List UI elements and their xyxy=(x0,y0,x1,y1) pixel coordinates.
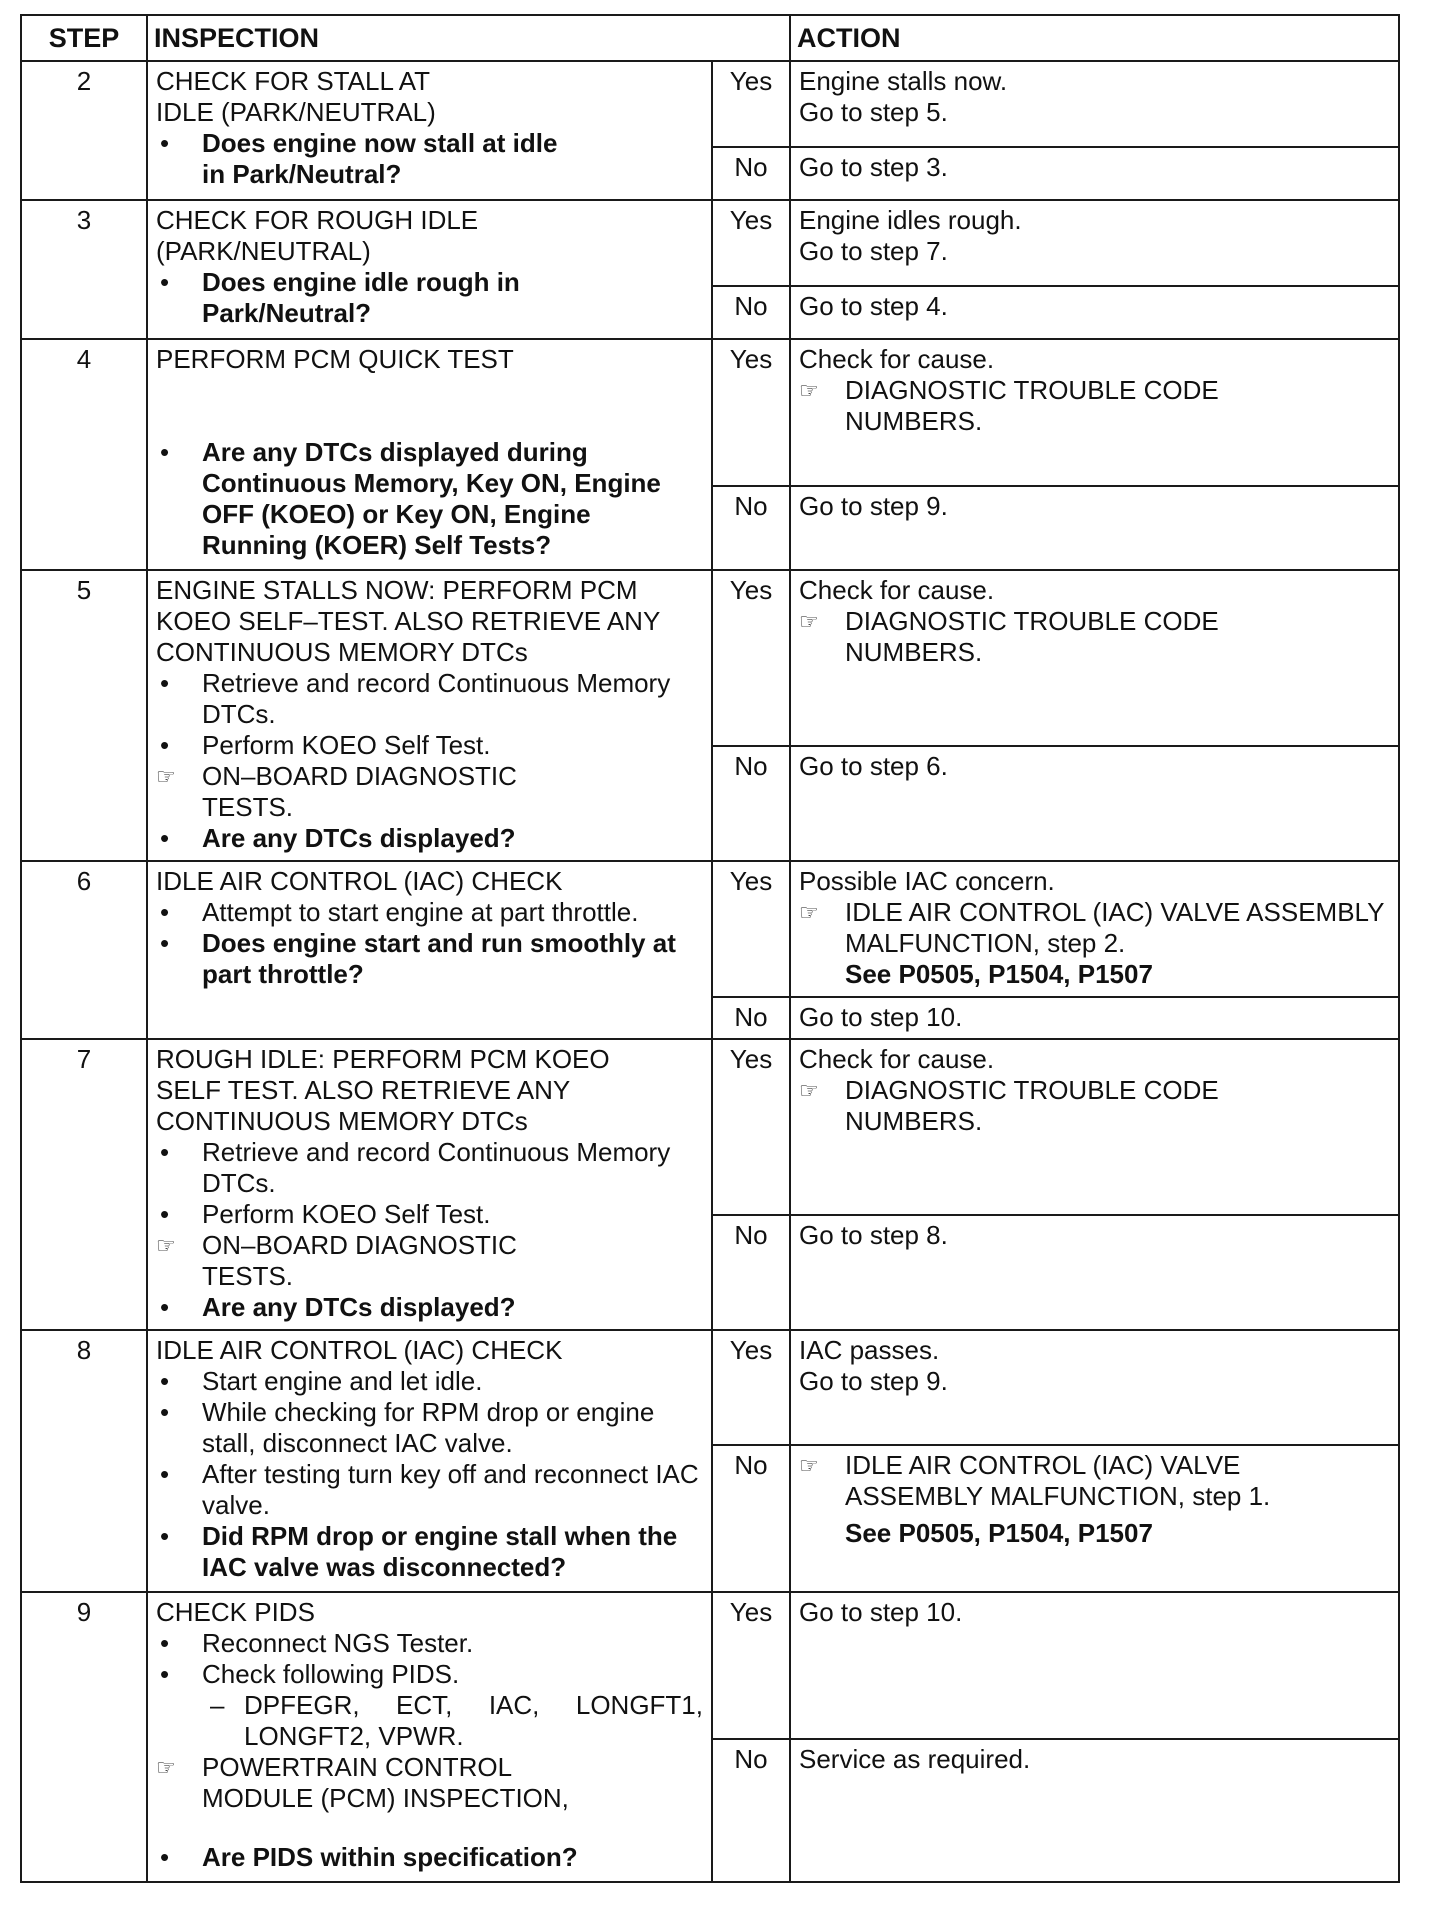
yes-label: Yes xyxy=(712,61,790,147)
yes-label: Yes xyxy=(712,1592,790,1739)
inspection-bullet: • After testing turn key off and reconnect IAC valve. xyxy=(156,1459,703,1521)
code-reference: See P0505, P1504, P1507 xyxy=(845,959,1153,989)
inspection-question: • Did RPM drop or engine stall when the IAC valve was disconnected? xyxy=(156,1521,703,1583)
inspection-question: • Are any DTCs displayed? xyxy=(156,823,703,854)
inspection-bullet: • Retrieve and record Continuous Memory DTCs. xyxy=(156,1137,703,1199)
inspection-question: • Are any DTCs displayed during Continuous Memory, Key ON, Engine OFF (KOEO) or Key ON, Engine Running (KOER) Self Tests? xyxy=(156,437,703,561)
no-label: No xyxy=(712,286,790,339)
pid-list: LONGFT2, VPWR. xyxy=(244,1721,464,1751)
no-label: No xyxy=(712,746,790,861)
no-action: Go to step 10. xyxy=(790,997,1399,1039)
inspection-question: • Are any DTCs displayed? xyxy=(156,1292,703,1323)
bullet-icon: • xyxy=(160,1842,170,1872)
inspection-title: ENGINE STALLS NOW: PERFORM PCM KOEO SELF–TEST. ALSO RETRIEVE ANY CONTINUOUS MEMORY DTCs xyxy=(156,575,660,667)
bullet-icon: • xyxy=(160,1521,170,1551)
inspection-title: ROUGH IDLE: PERFORM PCM KOEO SELF TEST. ALSO RETRIEVE ANY CONTINUOUS MEMORY DTCs xyxy=(156,1044,610,1136)
inspection-cell xyxy=(147,570,712,861)
code-reference: See P0505, P1504, P1507 xyxy=(845,1518,1153,1548)
no-action: Go to step 6. xyxy=(790,746,1399,861)
yes-action: Go to step 10. xyxy=(790,1592,1399,1739)
step-row-8 xyxy=(21,1330,1399,1445)
no-label: No xyxy=(712,997,790,1039)
yes-label: Yes xyxy=(712,1330,790,1445)
bullet-icon: • xyxy=(160,1628,170,1658)
bullet-icon: • xyxy=(160,730,170,760)
inspection-cell xyxy=(147,1039,712,1330)
step-number: 8 xyxy=(21,1330,147,1592)
inspection-cell xyxy=(147,861,712,1039)
inspection-bullet: • Check following PIDS. xyxy=(156,1659,703,1690)
no-action: ☞ IDLE AIR CONTROL (IAC) VALVE ASSEMBLY MALFUNCTION, step 1. See P0505, P1504, P1507 xyxy=(790,1445,1399,1592)
step-number: 5 xyxy=(21,570,147,861)
step-row-5 xyxy=(21,570,1399,746)
inspection-reference: ☞ ON–BOARD DIAGNOSTIC TESTS. xyxy=(156,761,517,822)
yes-action: Engine idles rough. Go to step 7. xyxy=(790,200,1399,286)
inspection-cell xyxy=(147,200,712,339)
pointing-hand-icon: ☞ xyxy=(156,1755,176,1780)
inspection-bullet: • Start engine and let idle. xyxy=(156,1366,703,1397)
yes-label: Yes xyxy=(712,200,790,286)
inspection-title: IDLE AIR CONTROL (IAC) CHECK xyxy=(156,1335,563,1365)
inspection-cell xyxy=(147,61,712,200)
inspection-cell xyxy=(147,339,712,570)
inspection-bullet: • Perform KOEO Self Test. xyxy=(156,1199,703,1230)
pointing-hand-icon: ☞ xyxy=(799,900,819,925)
bullet-icon: • xyxy=(160,437,170,467)
diagnostic-table xyxy=(20,14,1400,1883)
yes-action: Check for cause. ☞ DIAGNOSTIC TROUBLE CODE NUMBERS. xyxy=(790,1039,1399,1215)
dash-icon: – xyxy=(210,1690,225,1720)
inspection-title: CHECK FOR ROUGH IDLE (PARK/NEUTRAL) xyxy=(156,205,479,266)
inspection-bullet: • While checking for RPM drop or engine stall, disconnect IAC valve. xyxy=(156,1397,703,1459)
step-row-6 xyxy=(21,861,1399,997)
yes-action: IAC passes. Go to step 9. xyxy=(790,1330,1399,1445)
pointing-hand-icon: ☞ xyxy=(799,1078,819,1103)
yes-action: Check for cause. ☞ DIAGNOSTIC TROUBLE CODE NUMBERS. xyxy=(790,570,1399,746)
bullet-icon: • xyxy=(160,1199,170,1229)
pointing-hand-icon: ☞ xyxy=(156,764,176,789)
step-number: 6 xyxy=(21,861,147,1039)
header-row xyxy=(21,15,1399,61)
bullet-icon: • xyxy=(160,267,170,297)
pointing-hand-icon: ☞ xyxy=(156,1233,176,1258)
yes-label: Yes xyxy=(712,339,790,486)
yes-label: Yes xyxy=(712,570,790,746)
bullet-icon: • xyxy=(160,1459,170,1489)
header-step: STEP xyxy=(21,15,147,61)
bullet-icon: • xyxy=(160,1397,170,1427)
no-action: Go to step 8. xyxy=(790,1215,1399,1330)
inspection-cell xyxy=(147,1592,712,1882)
inspection-bullet: • Attempt to start engine at part throttle. xyxy=(156,897,703,928)
yes-label: Yes xyxy=(712,1039,790,1215)
inspection-bullet: • Retrieve and record Continuous Memory DTCs. xyxy=(156,668,703,730)
bullet-icon: • xyxy=(160,897,170,927)
header-action: ACTION xyxy=(790,15,1399,61)
bullet-icon: • xyxy=(160,1659,170,1689)
inspection-title: CHECK FOR STALL AT IDLE (PARK/NEUTRAL) xyxy=(156,66,436,127)
no-label: No xyxy=(712,486,790,570)
no-label: No xyxy=(712,1445,790,1592)
inspection-reference: ☞ ON–BOARD DIAGNOSTIC TESTS. xyxy=(156,1230,517,1291)
no-label: No xyxy=(712,147,790,200)
step-number: 4 xyxy=(21,339,147,570)
bullet-icon: • xyxy=(160,1366,170,1396)
bullet-icon: • xyxy=(160,823,170,853)
inspection-question: • Does engine now stall at idle in Park/Neutral? xyxy=(156,128,703,190)
inspection-question: • Does engine idle rough in Park/Neutral? xyxy=(156,267,703,329)
bullet-icon: • xyxy=(160,668,170,698)
pid-list: – DPFEGR, ECT, IAC, LONGFT1, xyxy=(156,1690,703,1721)
step-number: 7 xyxy=(21,1039,147,1330)
inspection-bullet: • Perform KOEO Self Test. xyxy=(156,730,703,761)
bullet-icon: • xyxy=(160,1137,170,1167)
yes-action: Engine stalls now. Go to step 5. xyxy=(790,61,1399,147)
pointing-hand-icon: ☞ xyxy=(799,609,819,634)
inspection-question: • Does engine start and run smoothly at part throttle? xyxy=(156,928,703,990)
inspection-title: CHECK PIDS xyxy=(156,1597,315,1627)
step-row-7 xyxy=(21,1039,1399,1215)
yes-action: Possible IAC concern. ☞ IDLE AIR CONTROL (IAC) VALVE ASSEMBLY MALFUNCTION, step 2. See P0505, P1504, P1507 xyxy=(790,861,1399,997)
no-action: Go to step 3. xyxy=(790,147,1399,200)
inspection-title: IDLE AIR CONTROL (IAC) CHECK xyxy=(156,866,563,896)
step-row-4 xyxy=(21,339,1399,486)
step-row-3 xyxy=(21,200,1399,286)
inspection-bullet: • Reconnect NGS Tester. xyxy=(156,1628,703,1659)
inspection-title: PERFORM PCM QUICK TEST xyxy=(156,344,514,374)
step-number: 9 xyxy=(21,1592,147,1882)
bullet-icon: • xyxy=(160,128,170,158)
no-label: No xyxy=(712,1739,790,1882)
step-row-9 xyxy=(21,1592,1399,1739)
no-action: Go to step 9. xyxy=(790,486,1399,570)
pointing-hand-icon: ☞ xyxy=(799,378,819,403)
step-number: 2 xyxy=(21,61,147,200)
pointing-hand-icon: ☞ xyxy=(799,1453,819,1478)
bullet-icon: • xyxy=(160,928,170,958)
yes-action: Check for cause. ☞ DIAGNOSTIC TROUBLE CODE NUMBERS. xyxy=(790,339,1399,486)
no-label: No xyxy=(712,1215,790,1330)
step-row-2 xyxy=(21,61,1399,147)
bullet-icon: • xyxy=(160,1292,170,1322)
no-action: Service as required. xyxy=(790,1739,1399,1882)
header-inspection: INSPECTION xyxy=(147,15,790,61)
step-number: 3 xyxy=(21,200,147,339)
inspection-reference: ☞ POWERTRAIN CONTROL MODULE (PCM) INSPECTION, xyxy=(156,1752,569,1813)
inspection-cell xyxy=(147,1330,712,1592)
inspection-question: • Are PIDS within specification? xyxy=(156,1842,703,1873)
no-action: Go to step 4. xyxy=(790,286,1399,339)
yes-label: Yes xyxy=(712,861,790,997)
